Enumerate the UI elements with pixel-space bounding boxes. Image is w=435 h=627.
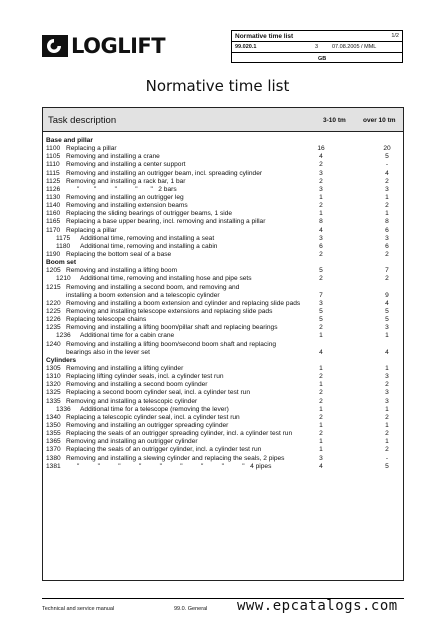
task-number: 1235 xyxy=(46,324,61,332)
info-page: 1/2 xyxy=(391,33,399,39)
task-description: Removing and installing telescope extensions and replacing slide pads xyxy=(66,307,273,315)
task-description: Removing and installing a center support xyxy=(66,161,186,169)
task-description: Removing and installing an outrigger beam, incl. spreading cylinder xyxy=(66,169,263,177)
time-over-10-tm: 6 xyxy=(385,226,389,234)
task-description: Additional time, removing and installing a cabin xyxy=(80,242,218,250)
time-over-10-tm: 2 xyxy=(385,250,389,258)
table-row xyxy=(46,438,402,446)
time-over-10-tm: 1 xyxy=(385,438,389,446)
table-row xyxy=(46,227,402,235)
time-3-10-tm: 1 xyxy=(319,364,323,372)
table-row xyxy=(46,178,402,186)
section-title: Cylinders xyxy=(46,356,77,364)
table-row xyxy=(46,300,402,308)
time-3-10-tm: 3 xyxy=(319,454,323,462)
task-number: 1210 xyxy=(56,275,71,283)
time-3-10-tm: 3 xyxy=(319,299,323,307)
task-description: Replacing the seals of an outrigger cylinder, incl. a cylinder test run xyxy=(66,446,262,454)
task-number: 1226 xyxy=(46,316,61,324)
table-row xyxy=(46,398,402,406)
time-3-10-tm: 2 xyxy=(319,413,323,421)
time-3-10-tm: 7 xyxy=(319,291,323,299)
task-number: 1205 xyxy=(46,267,61,275)
page-title: Normative time list xyxy=(145,77,290,95)
info-date: 07.08.2005 / MML xyxy=(332,44,377,50)
time-3-10-tm: 2 xyxy=(319,202,323,210)
time-3-10-tm: 1 xyxy=(319,210,323,218)
task-number: 1225 xyxy=(46,307,61,315)
time-over-10-tm: 2 xyxy=(385,430,389,438)
task-description: Removing and installing a slewing cylinder and replacing the seals, 2 pipes xyxy=(66,454,285,462)
time-over-10-tm: 2 xyxy=(385,177,389,185)
task-description: Additional time for a cabin crane xyxy=(80,332,175,340)
task-number: 1170 xyxy=(46,226,61,234)
task-number: 1165 xyxy=(46,218,61,226)
table-row xyxy=(46,414,402,422)
time-over-10-tm: - xyxy=(385,454,389,462)
task-number: 1236 xyxy=(56,332,71,340)
time-3-10-tm: 2 xyxy=(319,373,323,381)
table-row xyxy=(46,275,402,283)
time-3-10-tm: 3 xyxy=(319,185,323,193)
task-number: 1381 xyxy=(46,462,61,470)
time-over-10-tm: 1 xyxy=(385,364,389,372)
task-number: 1305 xyxy=(46,364,61,372)
time-over-10-tm: 5 xyxy=(385,153,389,161)
task-description: Replacing the sliding bearings of outrigger beams, 1 side xyxy=(66,210,233,218)
time-over-10-tm: - xyxy=(385,161,389,169)
time-over-10-tm: 3 xyxy=(385,373,389,381)
time-over-10-tm: 9 xyxy=(385,291,389,299)
task-description: " " " " " " " " " 4 pipes xyxy=(66,462,272,470)
table-row xyxy=(46,235,402,243)
footer-watermark-url: www.epcatalogs.com xyxy=(237,598,398,614)
info-code-row xyxy=(232,42,402,53)
time-over-10-tm: 4 xyxy=(385,169,389,177)
task-number: 1335 xyxy=(46,397,61,405)
table-row xyxy=(46,218,402,226)
time-over-10-tm: 3 xyxy=(385,324,389,332)
task-description: Replacing a pillar xyxy=(66,145,117,153)
table-row xyxy=(46,463,402,471)
table-row xyxy=(46,324,402,332)
task-description: Removing and installing a lifting boom xyxy=(66,267,178,275)
time-3-10-tm: 2 xyxy=(319,389,323,397)
task-number: 1340 xyxy=(46,413,61,421)
time-3-10-tm: 2 xyxy=(319,161,323,169)
task-number: 1105 xyxy=(46,153,61,161)
time-over-10-tm: 2 xyxy=(385,202,389,210)
time-3-10-tm: 3 xyxy=(319,234,323,242)
table-row xyxy=(46,284,402,300)
task-description: Additional time, removing and installing hose and pipe sets xyxy=(80,275,252,283)
time-3-10-tm: 8 xyxy=(319,218,323,226)
table-row xyxy=(46,267,402,275)
table-header xyxy=(42,107,404,132)
table-row xyxy=(46,389,402,397)
time-3-10-tm: 4 xyxy=(319,462,323,470)
task-number: 1175 xyxy=(56,234,71,242)
time-over-10-tm: 2 xyxy=(385,381,389,389)
task-number: 1110 xyxy=(46,161,60,169)
table-row xyxy=(46,170,402,178)
task-description: Removing and installing a rack bar, 1 bar xyxy=(66,177,186,185)
task-number: 1350 xyxy=(46,421,61,429)
task-number: 1380 xyxy=(46,454,61,462)
task-number: 1220 xyxy=(46,299,61,307)
time-over-10-tm: 1 xyxy=(385,210,389,218)
task-number: 1365 xyxy=(46,438,61,446)
table-row xyxy=(46,210,402,218)
time-3-10-tm: 4 xyxy=(319,153,323,161)
table-row xyxy=(46,373,402,381)
table-row xyxy=(46,332,402,340)
task-description: Removing and installing an outrigger spreading cylinder xyxy=(66,421,229,429)
footer-section: 99.0. General xyxy=(174,606,208,612)
time-over-10-tm: 20 xyxy=(383,145,391,153)
task-number: 1240 xyxy=(46,340,61,348)
task-description: Removing and installing a lifting cylinder xyxy=(66,364,184,372)
table-row xyxy=(46,161,402,169)
task-number: 1336 xyxy=(56,405,71,413)
task-number: 1310 xyxy=(46,373,61,381)
document-info-box xyxy=(231,30,403,63)
info-code: 99.020.1 xyxy=(235,44,257,50)
time-3-10-tm: 1 xyxy=(319,405,323,413)
section-heading-row xyxy=(46,259,402,267)
table-row xyxy=(46,251,402,259)
time-3-10-tm: 1 xyxy=(319,332,323,340)
time-3-10-tm: 5 xyxy=(319,267,323,275)
time-over-10-tm: 2 xyxy=(385,413,389,421)
time-3-10-tm: 2 xyxy=(319,430,323,438)
time-over-10-tm: 1 xyxy=(385,405,389,413)
task-description: Replacing the seals of an outrigger spreading cylinder, incl. a cylinder test run xyxy=(66,430,293,438)
time-over-10-tm: 2 xyxy=(385,275,389,283)
table-row xyxy=(46,406,402,414)
info-title: Normative time list xyxy=(235,32,294,40)
table-row xyxy=(46,422,402,430)
task-description: Removing and installing a second boom cylinder xyxy=(66,381,208,389)
task-number: 1160 xyxy=(46,210,61,218)
table-row xyxy=(46,455,402,463)
table-row xyxy=(46,430,402,438)
logo-text: LOGLIFT xyxy=(71,34,166,58)
time-over-10-tm: 1 xyxy=(385,193,389,201)
task-number: 1320 xyxy=(46,381,61,389)
task-description: Removing and installing extension beams xyxy=(66,202,188,210)
time-3-10-tm: 1 xyxy=(319,421,323,429)
time-over-10-tm: 3 xyxy=(385,234,389,242)
task-description: Replacing a telescopic cylinder seal, incl. a cylinder test run xyxy=(66,413,240,421)
task-number: 1325 xyxy=(46,389,61,397)
table-row xyxy=(46,194,402,202)
time-3-10-tm: 1 xyxy=(319,193,323,201)
time-over-10-tm: 5 xyxy=(385,316,389,324)
table-row xyxy=(46,186,402,194)
task-description: Additional time for a telescope (removing the lever) xyxy=(80,405,229,413)
task-description: Removing and installing a lifting boom/pillar shaft and replacing bearings xyxy=(66,324,278,332)
task-number: 1130 xyxy=(46,193,61,201)
info-title-row xyxy=(232,31,402,42)
loglift-logo xyxy=(42,34,165,58)
task-number: 1125 xyxy=(46,177,61,185)
time-over-10-tm: 7 xyxy=(385,267,389,275)
time-3-10-tm: 2 xyxy=(319,250,323,258)
task-description: Replacing telescope chains xyxy=(66,316,147,324)
table-row xyxy=(46,145,402,153)
time-over-10-tm: 3 xyxy=(385,185,389,193)
section-heading-row xyxy=(46,357,402,365)
table-row xyxy=(46,308,402,316)
time-over-10-tm: 5 xyxy=(385,462,389,470)
time-over-10-tm: 4 xyxy=(385,299,389,307)
section-heading-row xyxy=(46,137,402,145)
task-description: Replacing a pillar xyxy=(66,226,117,234)
time-3-10-tm: 16 xyxy=(317,145,325,153)
header-task-description: Task description xyxy=(48,115,117,126)
time-over-10-tm: 3 xyxy=(385,397,389,405)
time-over-10-tm: 3 xyxy=(385,389,389,397)
task-number: 1215 xyxy=(46,283,61,291)
time-3-10-tm: 1 xyxy=(319,381,323,389)
header-col-over-10-tm: over 10 tm xyxy=(363,117,396,124)
task-description: Replacing a second boom cylinder seal, incl. a cylinder test run xyxy=(66,389,250,397)
time-3-10-tm: 5 xyxy=(319,307,323,315)
task-description: Removing and installing an outrigger cylinder xyxy=(66,438,198,446)
time-over-10-tm: 2 xyxy=(385,446,389,454)
time-over-10-tm: 1 xyxy=(385,332,389,340)
loglift-logo-icon xyxy=(42,35,68,57)
task-number: 1140 xyxy=(46,202,61,210)
time-3-10-tm: 1 xyxy=(319,446,323,454)
time-3-10-tm: 2 xyxy=(319,275,323,283)
info-language: GB xyxy=(318,55,327,62)
table-row xyxy=(46,153,402,161)
task-description: Removing and installing a boom extension and cylinder and replacing slide pads xyxy=(66,299,301,307)
time-3-10-tm: 6 xyxy=(319,242,323,250)
task-number: 1370 xyxy=(46,446,61,454)
time-3-10-tm: 3 xyxy=(319,169,323,177)
section-title: Boom set xyxy=(46,259,77,267)
footer-manual-name: Technical and service manual xyxy=(42,606,115,612)
table-row xyxy=(46,381,402,389)
info-lang-row xyxy=(232,53,402,64)
table-row xyxy=(46,341,402,357)
task-description: Removing and installing a second boom, and removing and installing a boom extension and a telescopic cylinder xyxy=(66,283,240,299)
time-3-10-tm: 2 xyxy=(319,397,323,405)
task-number: 1190 xyxy=(46,250,61,258)
time-over-10-tm: 4 xyxy=(385,348,389,356)
time-3-10-tm: 2 xyxy=(319,324,323,332)
task-description: Removing and installing a telescopic cylinder xyxy=(66,397,198,405)
time-over-10-tm: 5 xyxy=(385,307,389,315)
info-revision: 3 xyxy=(315,44,319,50)
table-row xyxy=(46,202,402,210)
table-body xyxy=(46,137,402,471)
task-number: 1126 xyxy=(46,185,61,193)
section-title: Base and pillar xyxy=(46,137,93,144)
task-number: 1100 xyxy=(46,145,61,153)
time-3-10-tm: 5 xyxy=(319,316,323,324)
task-number: 1355 xyxy=(46,430,61,438)
task-description: Replacing a base upper bearing, incl. removing and installing a pillar xyxy=(66,218,266,226)
time-3-10-tm: 1 xyxy=(319,438,323,446)
time-over-10-tm: 1 xyxy=(385,421,389,429)
header-col-3-10-tm: 3-10 tm xyxy=(323,117,346,124)
time-3-10-tm: 2 xyxy=(319,177,323,185)
task-description: Replacing the bottom seal of a base xyxy=(66,250,172,258)
table-row xyxy=(46,446,402,454)
task-description: Removing and installing a crane xyxy=(66,153,160,161)
time-over-10-tm: 6 xyxy=(385,242,389,250)
time-3-10-tm: 4 xyxy=(319,226,323,234)
time-over-10-tm: 8 xyxy=(385,218,389,226)
task-description: Replacing lifting cylinder seals, incl. a cylinder test run xyxy=(66,373,224,381)
table-row xyxy=(46,243,402,251)
table-row xyxy=(46,365,402,373)
task-description: Removing and installing an outrigger leg xyxy=(66,193,184,201)
table-row xyxy=(46,316,402,324)
task-description: Additional time, removing and installing a seat xyxy=(80,234,215,242)
task-number: 1115 xyxy=(46,169,60,177)
time-3-10-tm: 4 xyxy=(319,348,323,356)
task-number: 1180 xyxy=(56,242,71,250)
task-description: Removing and installing a lifting boom/second boom shaft and replacing bearings also in the lever set xyxy=(66,340,277,356)
task-description: " " " " " 2 bars xyxy=(66,185,177,193)
